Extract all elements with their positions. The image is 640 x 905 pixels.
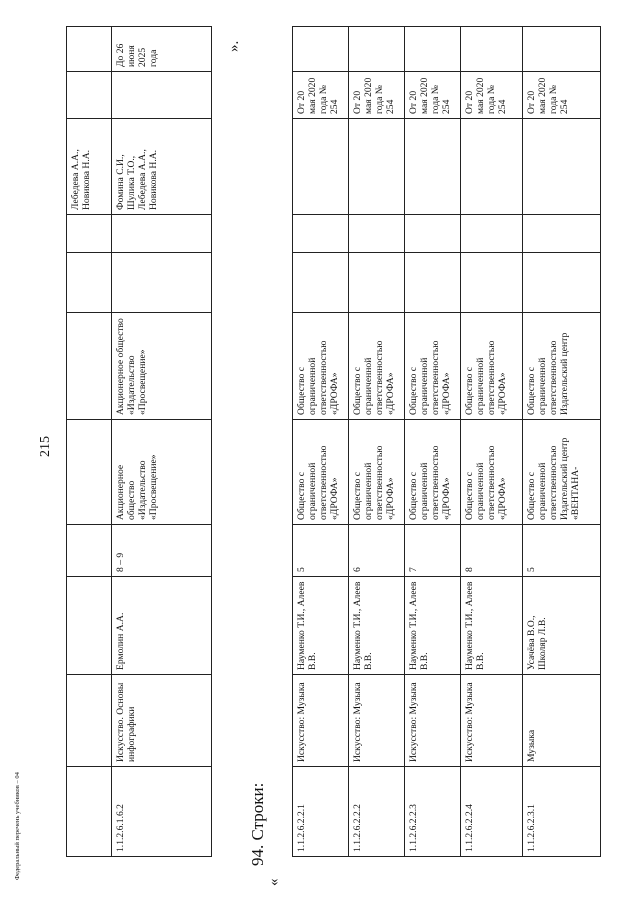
cell: От 20 мая 2020 года № 254 [523, 72, 601, 119]
cell [112, 72, 212, 119]
cell: Лебедева А.А., Новикова Н.А. [67, 119, 112, 215]
cell: Усачёва В.О., Школяр Л.В. [523, 577, 601, 675]
cell: Акционерное общество «Издательство «Просвещение» [112, 420, 212, 525]
cell: 6 [349, 525, 405, 577]
cell [523, 215, 601, 253]
cell [523, 27, 601, 72]
cell: 8 [461, 525, 523, 577]
cell [67, 577, 112, 675]
cell [349, 215, 405, 253]
cell: Искусство: Музыка [349, 675, 405, 767]
cell: 7 [405, 525, 461, 577]
cell [461, 119, 523, 215]
cell [67, 27, 112, 72]
table-row [349, 27, 405, 857]
table-row [461, 27, 523, 857]
opening-quote: « [266, 878, 282, 886]
cell [349, 119, 405, 215]
cell [112, 253, 212, 313]
cell: От 20 мая 2020 года № 254 [349, 72, 405, 119]
cell [67, 313, 112, 420]
table-row [523, 27, 601, 857]
table-row [293, 27, 349, 857]
cell [293, 215, 349, 253]
cell [67, 420, 112, 525]
cell: Общество с ограниченной ответственностью «ДРОФА» [349, 313, 405, 420]
cell [405, 215, 461, 253]
cell [523, 253, 601, 313]
cell [67, 253, 112, 313]
cell [461, 27, 523, 72]
cell [293, 27, 349, 72]
cell: Ермолин А.А. [112, 577, 212, 675]
table-row [405, 27, 461, 857]
cell: Науменко Т.И., Алеев В.В. [349, 577, 405, 675]
cell [461, 253, 523, 313]
cell [405, 253, 461, 313]
cell [293, 119, 349, 215]
cell [523, 119, 601, 215]
cell [293, 253, 349, 313]
cell [67, 72, 112, 119]
top-table [66, 27, 211, 857]
cell [349, 27, 405, 72]
cell: Общество с ограниченной ответственностью «ДРОФА» [461, 313, 523, 420]
cell: Науменко Т.И., Алеев В.В. [293, 577, 349, 675]
cell [349, 253, 405, 313]
cell: Искусство: Музыка [293, 675, 349, 767]
cell: 1.1.2.6.2.3.1 [523, 767, 601, 857]
cell: 1.1.2.6.2.2.2 [349, 767, 405, 857]
cell: 5 [293, 525, 349, 577]
cell: Общество с ограниченной ответственностью «ДРОФА» [405, 313, 461, 420]
cell: Общество с ограниченной ответственностью «ДРОФА» [293, 420, 349, 525]
cell: 8 – 9 [112, 525, 212, 577]
cell [461, 215, 523, 253]
section-heading: 94. Строки: [248, 782, 267, 866]
cell: От 20 мая 2020 года № 254 [293, 72, 349, 119]
closing-quote: ». [226, 40, 242, 52]
cell: Искусство: Музыка [461, 675, 523, 767]
cell: Общество с ограниченной ответственностью «ДРОФА» [293, 313, 349, 420]
cell: 1.1.2.6.1.6.2 [112, 767, 212, 857]
cell: Акционерное общество «Издательство «Просвещение» [112, 313, 212, 420]
cell: Науменко Т.И., Алеев В.В. [461, 577, 523, 675]
cell: Общество с ограниченной ответственностью «ДРОФА» [461, 420, 523, 525]
cell [405, 27, 461, 72]
cell: Науменко Т.И., Алеев В.В. [405, 577, 461, 675]
cell: От 20 мая 2020 года № 254 [405, 72, 461, 119]
cell: 1.1.2.6.2.2.1 [293, 767, 349, 857]
cell: Фомина С.И., Шулика Т.О., Лебедева А.А., Новикова Н.А. [112, 119, 212, 215]
cell: Музыка [523, 675, 601, 767]
cell: Общество с ограниченной ответственностью «ДРОФА» [405, 420, 461, 525]
cell [112, 215, 212, 253]
cell [67, 767, 112, 857]
cell: 5 [523, 525, 601, 577]
cell [67, 525, 112, 577]
table-row [112, 27, 212, 857]
page-number: 215 [38, 436, 53, 457]
table-row [67, 27, 112, 857]
cell [67, 215, 112, 253]
cell: Искусство: Музыка [405, 675, 461, 767]
cell [405, 119, 461, 215]
cell: Общество с ограниченной ответственностью Издательский центр [523, 313, 601, 420]
cell: 1.1.2.6.2.2.4 [461, 767, 523, 857]
cell: Общество с ограниченной ответственностью «ДРОФА» [349, 420, 405, 525]
cell: До 26 июня 2025 года [112, 27, 212, 72]
cell: Общество с ограниченной ответственностью Издательский центр «ВЕНТАНА- [523, 420, 601, 525]
bottom-table [292, 27, 600, 857]
cell: От 20 мая 2020 года № 254 [461, 72, 523, 119]
cell: 1.1.2.6.2.2.3 [405, 767, 461, 857]
cell [67, 675, 112, 767]
cell: Искусство. Основы инфографики [112, 675, 212, 767]
footer-text: Федеральный перечень учебников – 04 [14, 772, 21, 880]
